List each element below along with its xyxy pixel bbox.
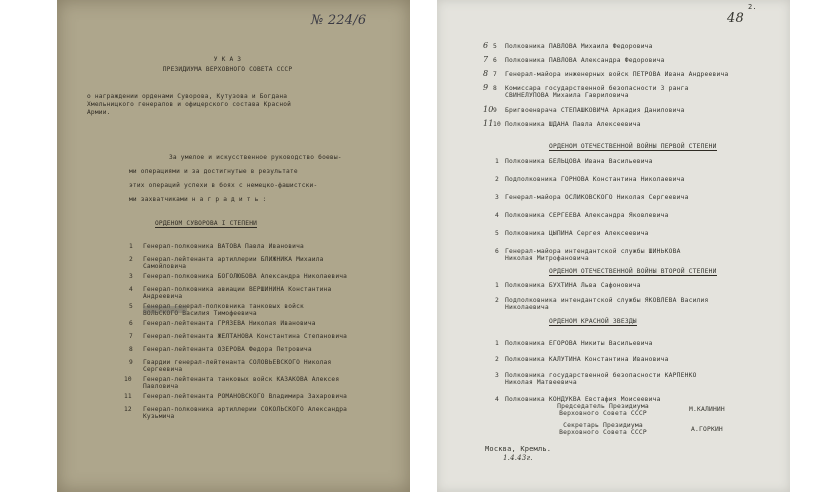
handwritten-renumber: 6: [483, 41, 489, 50]
decree-title: У К А З: [213, 56, 242, 63]
section-title: ОРДЕНОМ КРАСНОЙ ЗВЕЗДЫ: [549, 318, 637, 325]
entry-number: 1: [495, 282, 499, 289]
page-number: 48: [727, 11, 744, 26]
entry-line: Генерал-лейтенанта ГРЯЗЕВА Николая Ивановича: [143, 320, 316, 327]
entry-number: 3: [495, 372, 499, 379]
entry-number: 4: [129, 286, 133, 293]
entry-number: 10: [493, 121, 501, 128]
entry-line: Полковника государственной безопасности КАРПЕНКО: [505, 372, 697, 379]
entry-line: Полковника ПАВЛОВА Михаила Федоровича: [505, 43, 653, 50]
entry-line: Подполковника ГОРНОВА Константина Николаевича: [505, 176, 685, 183]
entry-number: 5: [495, 230, 499, 237]
about-line: Армии.: [87, 109, 111, 116]
corner-mark: 2.: [748, 3, 757, 11]
signatory-title: Верховного Совета СССР: [559, 410, 647, 417]
preamble-line: ми операциями и за достигнутые в результате: [129, 168, 298, 175]
signatory-title: Верховного Совета СССР: [559, 429, 647, 436]
entry-number: 6: [129, 320, 133, 327]
handwritten-renumber: 10: [483, 105, 494, 114]
signatory-name: А.ГОРКИН: [691, 426, 723, 433]
entry-line: Самойловича: [143, 263, 187, 270]
handwritten-renumber: 9: [483, 83, 489, 92]
entry-number: 7: [129, 333, 133, 340]
entry-line: СВИНЕЛУПОВА Михаила Гавриловича: [505, 92, 629, 99]
entry-number: 8: [129, 346, 133, 353]
entry-line: Павловича: [143, 383, 179, 390]
section-title: ОРДЕНОМ ОТЕЧЕСТВЕННОЙ ВОЙНЫ ВТОРОЙ СТЕПЕНИ: [549, 268, 717, 275]
entry-number: 2: [129, 256, 133, 263]
entry-number: 9: [493, 107, 497, 114]
entry-line: Генерал-лейтенанта ЖЕЛТАНОВА Константина Степановича: [143, 333, 348, 340]
place: Москва, Кремль.: [485, 445, 552, 453]
entry-number: 9: [129, 359, 133, 366]
entry-line: Полковника ЕГОРОВА Никиты Васильевича: [505, 340, 653, 347]
right-document-page: [437, 0, 790, 492]
entry-line: Полковника КАЛУТИНА Константина Ивановича: [505, 356, 669, 363]
entry-number: 2: [495, 297, 499, 304]
document-number: № 224/6: [311, 13, 367, 28]
entry-number: 3: [495, 194, 499, 201]
preamble-line: ми захватчиками н а г р а д и т ь :: [129, 196, 267, 203]
handwritten-renumber: 7: [483, 55, 489, 64]
entry-line: Генерал генерал-полковника танковых войск: [143, 303, 304, 310]
entry-number: 12: [124, 406, 132, 413]
entry-number: 11: [124, 393, 132, 400]
entry-line: Николая Митрофановича: [505, 255, 589, 262]
entry-number: 10: [124, 376, 132, 383]
entry-number: 8: [493, 85, 497, 92]
entry-line: Комиссара государственной безопасности 3 ранга: [505, 85, 689, 92]
entry-number: 6: [493, 57, 497, 64]
entry-line: Андреевича: [143, 293, 183, 300]
entry-line: Полковника КОНДУКВА Евстафия Моисеевича: [505, 396, 661, 403]
entry-line: Полковника ЦЫПИНА Сергея Алексеевича: [505, 230, 649, 237]
entry-line: Полковника ПАВЛОВА Александра Федоровича: [505, 57, 665, 64]
section-title: ОРДЕНОМ ОТЕЧЕСТВЕННОЙ ВОЙНЫ ПЕРВОЙ СТЕПЕНИ: [549, 143, 717, 150]
entry-number: 1: [129, 243, 133, 250]
entry-number: 5: [129, 303, 133, 310]
entry-line: Генерал-майора интендантской службы ШИНЬКОВА: [505, 248, 681, 255]
entry-line: Бригвоенврача СТЕПАШКОВИЧА Аркадия Даниловича: [505, 107, 685, 114]
entry-number: 1: [495, 158, 499, 165]
entry-line: Полковника ШДАНА Павла Алексеевича: [505, 121, 641, 128]
about-line: о награждении орденами Суворова, Кутузова и Богдана: [87, 93, 288, 100]
entry-line: Генерал-полковника ВАТОВА Павла Ивановича: [143, 243, 304, 250]
entry-line: Генерал-лейтенанта танковых войск КАЗАКОВА Алексея: [143, 376, 340, 383]
entry-line: Николая Матвеевича: [505, 379, 577, 386]
entry-number: 7: [493, 71, 497, 78]
entry-line: Генерал-лейтенанта ОЗЕРОВА Федора Петровича: [143, 346, 312, 353]
preamble-line: этих операций успехи в боях с немецко-фашистски-: [129, 182, 318, 189]
entry-line: Николаевича: [505, 304, 549, 311]
entry-line: Генерал-майора ОСЛИКОВСКОГО Николая Сергеевича: [505, 194, 689, 201]
entry-line: Гвардии генерал-лейтенанта СОЛОВЬЕВСКОГО Николая: [143, 359, 332, 366]
entry-line: Подполковника интендантской службы ЯКОВЛЕВА Василия: [505, 297, 709, 304]
entry-line: Генерал-полковника БОГОЛЮБОВА Александра Николаевича: [143, 273, 348, 280]
signatory-title: Секретарь Президиума: [563, 422, 643, 429]
entry-line: Генерал-майора инженерных войск ПЕТРОВА Ивана Андреевича: [505, 71, 729, 78]
entry-number: 6: [495, 248, 499, 255]
entry-number: 2: [495, 356, 499, 363]
signatory-title: Председатель Президиума: [557, 403, 649, 410]
date: 1.4.43г.: [503, 454, 533, 462]
entry-line: Полковника БУХТИНА Льва Сафоновича: [505, 282, 641, 289]
signatory-name: М.КАЛИНИН: [689, 406, 725, 413]
entry-line: Полковника БЕЛЬЦОВА Ивана Васильевича: [505, 158, 653, 165]
entry-number: 4: [495, 396, 499, 403]
entry-line: Генерал-лейтенанта артиллерии БЛИЖНИКА Михаила: [143, 256, 324, 263]
entry-line: Сергеевича: [143, 366, 183, 373]
preamble-line: За умелое и искусственное руководство боевы-: [169, 154, 342, 161]
decree-subtitle: ПРЕЗИДИУМА ВЕРХОВНОГО СОВЕТА СССР: [162, 66, 293, 73]
stamp-mark: [143, 306, 187, 313]
section-title: ОРДЕНОМ СУВОРОВА I СТЕПЕНИ: [155, 220, 258, 227]
about-line: Хмельницкого генералов и офицерского состава Красной: [87, 101, 292, 108]
entry-line: Генерал-полковника авиации ВЕРШИНИНА Константина: [143, 286, 332, 293]
entry-number: 5: [493, 43, 497, 50]
entry-number: 1: [495, 340, 499, 347]
entry-line: Генерал-полковника артиллерии СОКОЛЬСКОГО Александра: [143, 406, 348, 413]
entry-number: 2: [495, 176, 499, 183]
entry-number: 4: [495, 212, 499, 219]
left-document-page: [57, 0, 410, 492]
entry-line: Кузьмича: [143, 413, 175, 420]
handwritten-renumber: 8: [483, 69, 489, 78]
entry-line: Полковника СЕРГЕЕВА Александра Яковлевича: [505, 212, 669, 219]
handwritten-renumber: 11: [483, 119, 494, 128]
entry-number: 3: [129, 273, 133, 280]
entry-line: ВОЛЬСКОГО Василия Тимофеевича: [143, 310, 257, 317]
entry-line: Генерал-лейтенанта РОМАНОВСКОГО Владимира Захаровича: [143, 393, 348, 400]
